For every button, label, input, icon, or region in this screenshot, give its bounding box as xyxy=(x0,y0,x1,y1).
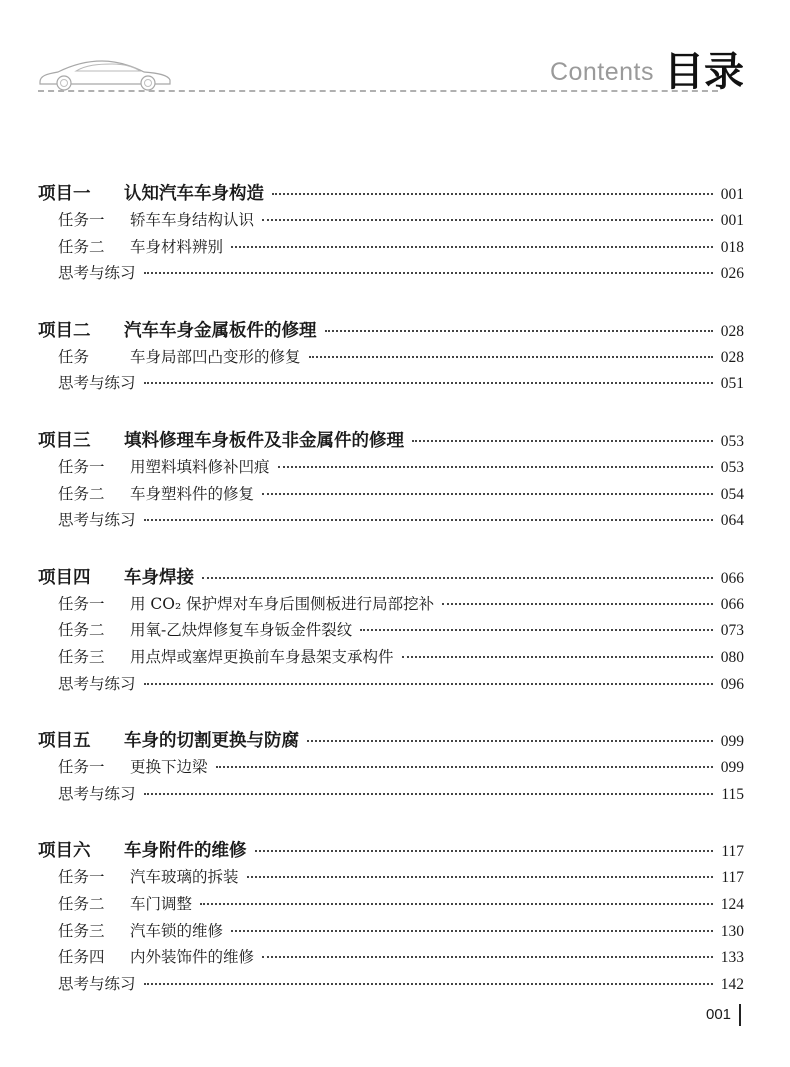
dot-leader xyxy=(216,766,713,768)
toc-task-entry[interactable] xyxy=(38,235,744,262)
toc-project-entry[interactable] xyxy=(38,427,744,455)
toc-project-entry[interactable] xyxy=(38,837,744,865)
task-number: 任务二 xyxy=(58,894,105,913)
task-number: 任务二 xyxy=(58,484,105,503)
task-title: 思考与练习 xyxy=(58,374,136,393)
task-title: 思考与练习 xyxy=(58,674,136,693)
task-number: 任务一 xyxy=(58,758,105,777)
dot-leader xyxy=(402,656,713,658)
task-number: 任务三 xyxy=(58,647,105,666)
task-page: 142 xyxy=(720,975,744,993)
project-page: 001 xyxy=(720,186,744,203)
project-number: 项目六 xyxy=(38,841,91,862)
header-rule xyxy=(38,90,718,92)
toc-task-entry[interactable] xyxy=(38,508,744,535)
project-title: 车身焊接 xyxy=(124,567,194,588)
task-page: 124 xyxy=(720,895,744,913)
dot-leader xyxy=(200,903,713,905)
dot-leader xyxy=(144,519,713,521)
task-title: 车身材料辨别 xyxy=(130,237,224,256)
toc-project-entry[interactable] xyxy=(38,564,744,592)
task-title: 汽车锁的维修 xyxy=(130,921,224,940)
task-number: 任务四 xyxy=(58,948,105,967)
project-number: 项目三 xyxy=(38,430,91,451)
task-number: 任务一 xyxy=(58,868,105,887)
toc-task-entry[interactable] xyxy=(38,865,744,892)
project-number: 项目五 xyxy=(38,731,91,752)
toc-task-entry[interactable] xyxy=(38,892,744,919)
header-title-en: Contents xyxy=(549,58,654,86)
dot-leader xyxy=(144,793,714,795)
task-page: 115 xyxy=(721,785,744,803)
task-page: 096 xyxy=(720,675,744,693)
toc-section xyxy=(38,317,744,398)
task-page: 054 xyxy=(720,485,744,503)
project-title: 车身附件的维修 xyxy=(124,841,247,862)
header-title-cn: 目录 xyxy=(664,49,744,95)
project-page: 117 xyxy=(721,843,744,861)
task-page: 026 xyxy=(720,265,744,283)
toc-task-entry[interactable] xyxy=(38,672,744,699)
task-title: 用点焊或塞焊更换前车身悬架支承构件 xyxy=(130,647,394,666)
toc-task-entry[interactable] xyxy=(38,592,744,619)
toc-task-entry[interactable] xyxy=(38,755,744,782)
toc-section xyxy=(38,837,744,998)
task-number: 任务二 xyxy=(58,621,105,640)
project-page: 099 xyxy=(720,733,744,751)
toc-task-entry[interactable] xyxy=(38,618,744,645)
dot-leader xyxy=(442,603,713,605)
task-title: 车身塑料件的修复 xyxy=(130,484,255,503)
toc-task-entry[interactable] xyxy=(38,455,744,482)
toc-task-entry[interactable] xyxy=(38,371,744,398)
toc-section xyxy=(38,427,744,535)
dot-leader xyxy=(360,629,713,631)
dot-leader xyxy=(262,956,713,958)
task-number: 任务一 xyxy=(58,211,105,229)
task-title: 汽车玻璃的拆装 xyxy=(130,868,239,887)
dot-leader xyxy=(262,493,713,495)
dot-leader xyxy=(231,246,713,248)
toc-task-entry[interactable] xyxy=(38,208,744,235)
page-header xyxy=(0,0,790,100)
dot-leader xyxy=(202,577,713,579)
task-page: 066 xyxy=(720,595,744,613)
toc-task-entry[interactable] xyxy=(38,919,744,946)
toc-section xyxy=(38,180,744,288)
task-page: 130 xyxy=(720,922,744,940)
dot-leader xyxy=(144,382,713,384)
toc-project-entry[interactable] xyxy=(38,180,744,208)
task-page: 018 xyxy=(720,238,744,256)
task-title: 内外装饰件的维修 xyxy=(130,948,255,967)
task-title: 轿车车身结构认识 xyxy=(130,211,255,229)
project-number: 项目一 xyxy=(38,184,91,204)
task-title: 思考与练习 xyxy=(58,264,136,283)
task-number: 任务三 xyxy=(58,921,105,940)
page-number-bar xyxy=(739,1004,741,1026)
dot-leader xyxy=(144,983,713,985)
project-page: 053 xyxy=(720,432,744,450)
toc-task-entry[interactable] xyxy=(38,972,744,999)
task-title: 用 CO₂ 保护焊对车身后围侧板进行局部挖补 xyxy=(130,594,435,613)
dot-leader xyxy=(262,219,713,221)
toc-section xyxy=(38,564,744,698)
task-page: 099 xyxy=(720,759,744,777)
task-number: 任务 xyxy=(58,347,90,366)
task-title: 车身局部凹凸变形的修复 xyxy=(130,347,301,366)
project-title: 认知汽车车身构造 xyxy=(124,184,264,204)
task-title: 思考与练习 xyxy=(58,511,136,530)
toc-task-entry[interactable] xyxy=(38,782,744,809)
dot-leader xyxy=(144,272,713,274)
dot-leader xyxy=(309,356,713,358)
task-title: 思考与练习 xyxy=(58,784,136,803)
toc-task-entry[interactable] xyxy=(38,345,744,372)
project-page: 066 xyxy=(720,569,744,587)
table-of-contents xyxy=(38,180,744,1027)
toc-project-entry[interactable] xyxy=(38,727,744,755)
project-title: 车身的切割更换与防腐 xyxy=(124,731,299,752)
task-number: 任务一 xyxy=(58,594,105,613)
dot-leader xyxy=(144,683,713,685)
toc-task-entry[interactable] xyxy=(38,482,744,509)
toc-section xyxy=(38,727,744,808)
dot-leader xyxy=(307,740,713,742)
task-page: 053 xyxy=(720,458,744,476)
dot-leader xyxy=(231,930,713,932)
task-page: 133 xyxy=(720,949,744,967)
car-icon xyxy=(36,56,174,92)
dot-leader xyxy=(412,440,713,442)
dot-leader xyxy=(247,876,714,878)
task-number: 任务一 xyxy=(58,457,105,476)
task-page: 064 xyxy=(720,512,744,530)
task-title: 更换下边梁 xyxy=(130,758,208,777)
dot-leader xyxy=(255,850,714,852)
toc-task-entry[interactable] xyxy=(38,945,744,972)
dot-leader xyxy=(272,193,713,195)
dot-leader xyxy=(278,466,713,468)
task-page: 117 xyxy=(721,869,744,887)
task-title: 用氧-乙炔焊修复车身钣金件裂纹 xyxy=(130,621,353,640)
task-page: 001 xyxy=(720,212,744,229)
project-title: 填料修理车身板件及非金属件的修理 xyxy=(124,430,404,451)
project-title: 汽车车身金属板件的修理 xyxy=(124,320,317,341)
toc-project-entry[interactable] xyxy=(38,317,744,345)
project-page: 028 xyxy=(720,322,744,340)
dot-leader xyxy=(325,330,713,332)
task-page: 051 xyxy=(720,375,744,393)
toc-task-entry[interactable] xyxy=(38,261,744,288)
task-page: 028 xyxy=(720,348,744,366)
project-number: 项目二 xyxy=(38,320,91,341)
page-number: 001 xyxy=(706,1006,732,1023)
task-page: 080 xyxy=(720,648,744,666)
task-title: 思考与练习 xyxy=(58,974,136,993)
toc-task-entry[interactable] xyxy=(38,645,744,672)
task-title: 车门调整 xyxy=(130,894,193,913)
project-number: 项目四 xyxy=(38,567,91,588)
task-title: 用塑料填料修补凹痕 xyxy=(130,457,270,476)
task-number: 任务二 xyxy=(58,237,105,256)
task-page: 073 xyxy=(720,622,744,640)
